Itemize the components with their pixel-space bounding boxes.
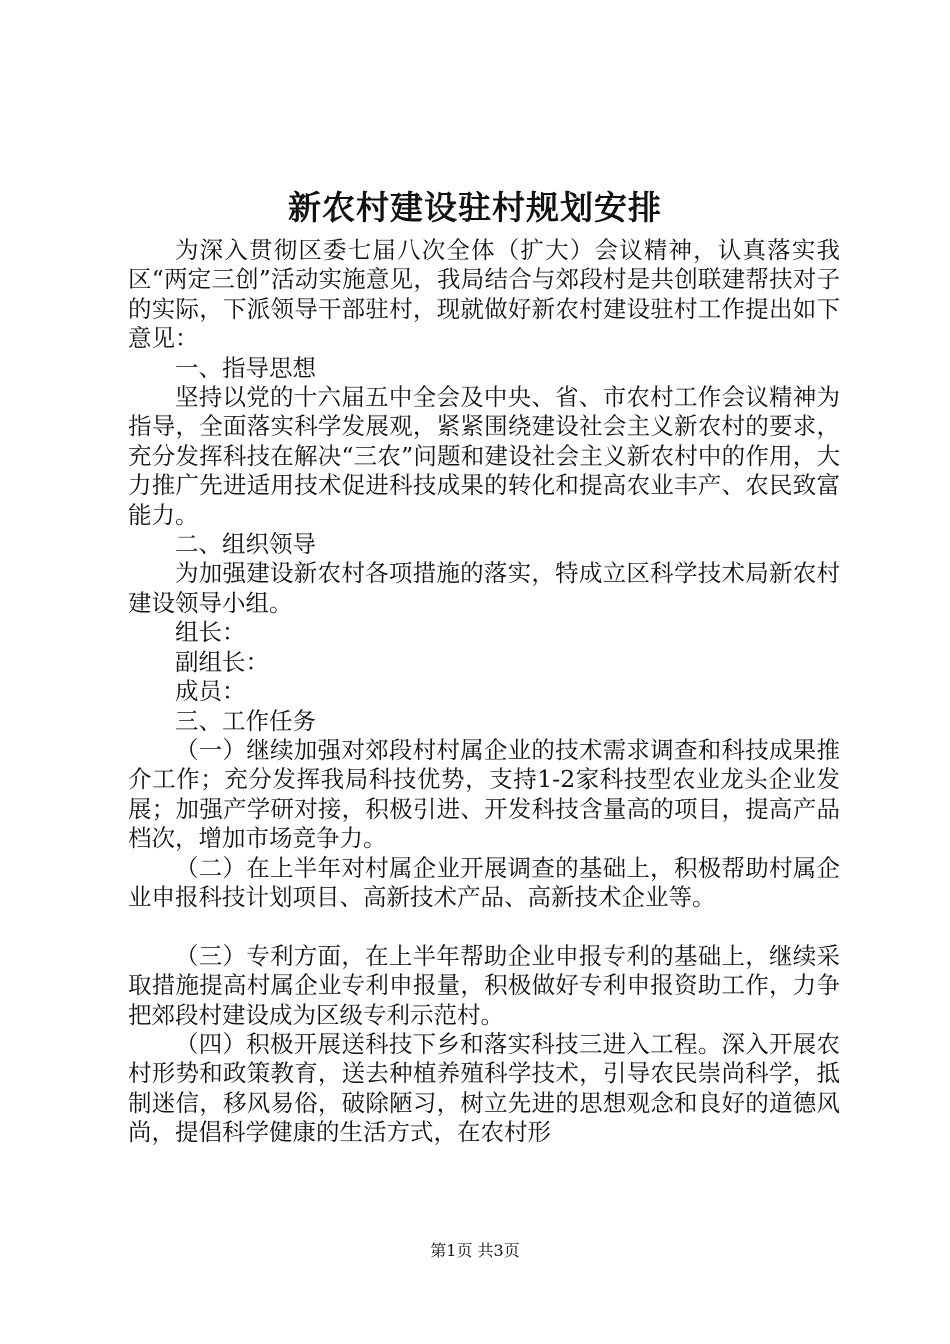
section-heading-tasks: 三、工作任务 [175,706,316,735]
document-title: 新农村建设驻村规划安排 [288,188,662,227]
task-item-1: （一）继续加强对郊段村村属企业的技术需求调查和科技成果推介工作；充分发挥我局科技优势，支持1-2家科技型农业龙头企业发展；加强产学研对接，积极引进、开发科技含量高的项目，提高产品档次，增加市场竞争力。 [128,735,840,853]
paragraph-organization: 为加强建设新农村各项措施的落实，特成立区科学技术局新农村建设领导小组。 [128,559,840,617]
members-line: 成员： [175,677,246,706]
task-item-3: （三）专利方面，在上半年帮助企业申报专利的基础上，继续采取措施提高村属企业专利申报量，积极做好专利申报资助工作，力争把郊段村建设成为区级专利示范村。 [128,941,840,1029]
document-body [128,236,840,1148]
section-heading-organization: 二、组织领导 [175,530,316,559]
task-item-4: （四）积极开展送科技下乡和落实科技三进入工程。深入开展农村形势和政策教育，送去种植养殖科学技术，引导农民崇尚科学，抵制迷信，移风易俗，破除陋习，树立先进的思想观念和良好的道德风尚，提倡科学健康的生活方式，在农村形 [128,1029,840,1147]
paragraph-guiding-thought: 坚持以党的十六届五中全会及中央、省、市农村工作会议精神为指导，全面落实科学发展观，紧紧围绕建设社会主义新农村的要求，充分发挥科技在解决“三农”问题和建设社会主义新农村中的作用，大力推广先进适用技术促进科技成果的转化和提高农业丰产、农民致富能力。 [128,383,840,529]
task-item-2: （二）在上半年对村属企业开展调查的基础上，积极帮助村属企业申报科技计划项目、高新技术产品、高新技术企业等。 [128,853,840,911]
deputy-leader-line: 副组长： [175,647,269,676]
paragraph-intro: 为深入贯彻区委七届八次全体（扩大）会议精神，认真落实我区“两定三创”活动实施意见，我局结合与郊段村是共创联建帮扶对子的实际，下派领导干部驻村，现就做好新农村建设驻村工作提出如下意见： [128,236,840,353]
section-heading-guiding-thought: 一、指导思想 [175,353,316,382]
page-footer: 第1页 共3页 [430,1241,520,1260]
group-leader-line: 组长： [175,618,246,647]
